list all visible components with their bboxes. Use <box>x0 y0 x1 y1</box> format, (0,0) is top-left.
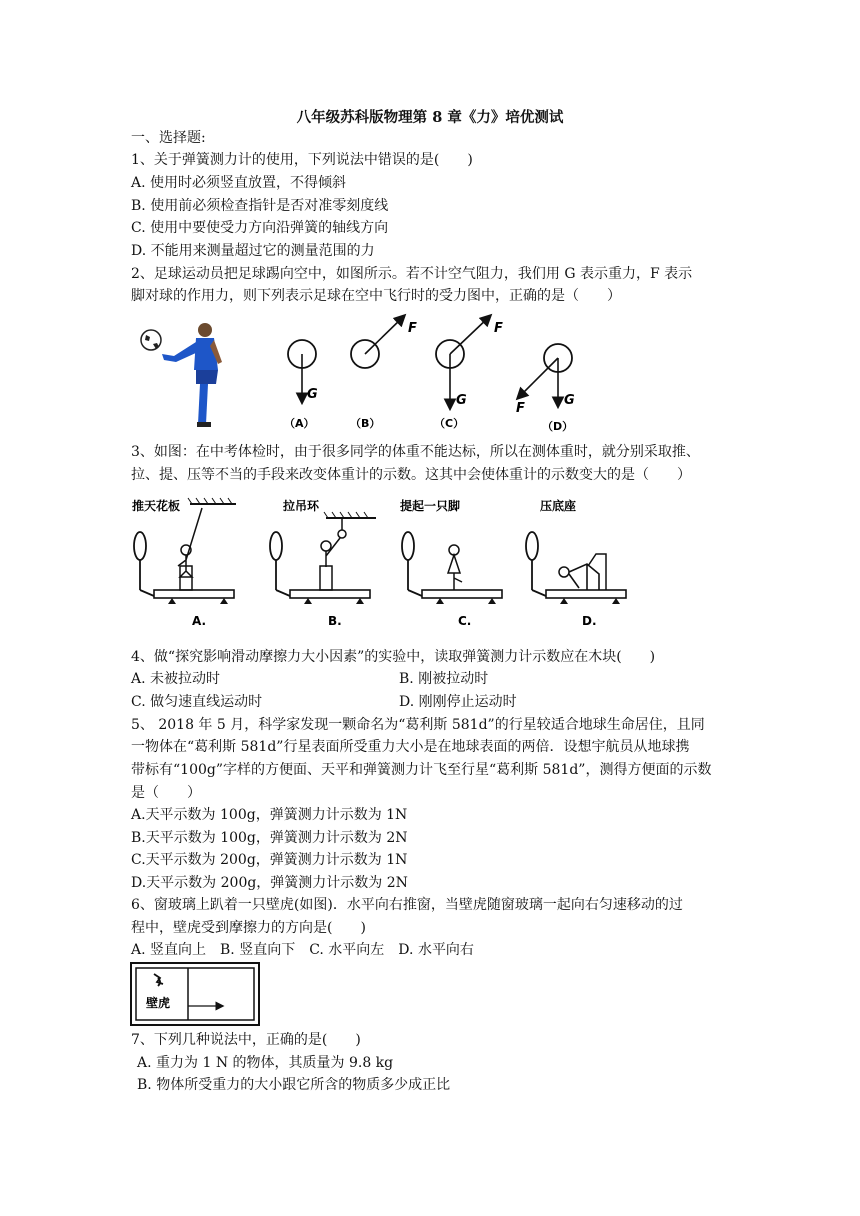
scale-letter-b: B. <box>328 614 342 628</box>
question-5-stem-line3: 带标有“100g”字样的方便面、天平和弹簧测力计飞至行星“葛利斯 581d”，测得方便面的示数 <box>131 762 712 778</box>
gecko-icon <box>154 974 163 986</box>
page-title: 八年级苏科版物理第 8 章《力》培优测试 <box>296 109 564 126</box>
question-1-option-b: B. 使用前必须检查指针是否对准零刻度线 <box>131 198 389 214</box>
question-3-stem-line1: 3、如图：在中考体检时，由于很多同学的体重不能达标，所以在测体重时，就分别采取推、 <box>131 444 700 460</box>
diagram-label-c: （C） <box>434 417 465 430</box>
scale-letter-d: D. <box>582 614 597 628</box>
question-4-option-a: A. 未被拉动时 <box>131 671 221 687</box>
question-6-stem-line1: 6、窗玻璃上趴着一只壁虎(如图)．水平向右推窗，当壁虎随窗玻璃一起向右匀速移动的过 <box>131 897 683 913</box>
scale-panel-c <box>400 498 502 628</box>
question-5-option-c: C.天平示数为 200g，弹簧测力计示数为 1N <box>131 852 408 868</box>
gecko-window-figure <box>130 962 260 1026</box>
force-diagram-b <box>350 316 417 430</box>
scale-letter-a: A. <box>192 614 207 628</box>
gecko-label: 壁虎 <box>146 996 171 1010</box>
question-6-stem-line2: 程中，壁虎受到摩擦力的方向是( ) <box>131 920 366 936</box>
question-5-stem-line1: 5、 2018 年 5 月，科学家发现一颗命名为“葛利斯 581d”的行星较适合地球生命居住，且同 <box>131 717 705 733</box>
question-4-stem: 4、做“探究影响滑动摩擦力大小因素”的实验中，读取弹簧测力计示数应在木块( ) <box>131 649 656 665</box>
gravity-label-d: G <box>564 393 575 408</box>
diagram-label-d: （D） <box>542 420 574 433</box>
gravity-label-a: G <box>307 387 318 402</box>
force-diagrams <box>270 310 600 438</box>
question-4-option-c: C. 做匀速直线运动时 <box>131 694 263 710</box>
force-label-d: F <box>516 401 525 416</box>
force-label-c: F <box>494 321 503 336</box>
question-1-option-c: C. 使用中要使受力方向沿弹簧的轴线方向 <box>131 220 389 236</box>
scale-caption-d: 压底座 <box>540 499 577 513</box>
question-4-option-d: D. 刚刚停止运动时 <box>399 694 517 710</box>
question-2-stem-line2: 脚对球的作用力，则下列表示足球在空中飞行时的受力图中，正确的是（ ） <box>131 288 621 304</box>
question-7-option-b: B. 物体所受重力的大小跟它所含的物质多少成正比 <box>137 1077 451 1093</box>
question-5-stem-line4: 是（ ） <box>131 785 201 801</box>
question-5-option-a: A.天平示数为 100g，弹簧测力计示数为 1N <box>131 807 408 823</box>
force-diagram-a <box>284 340 318 430</box>
scale-caption-c: 提起一只脚 <box>400 499 461 513</box>
question-5-option-b: B.天平示数为 100g，弹簧测力计示数为 2N <box>131 830 408 846</box>
scale-figure <box>128 494 638 630</box>
scale-panel-d <box>526 498 626 628</box>
question-5-option-d: D.天平示数为 200g，弹簧测力计示数为 2N <box>131 875 408 891</box>
question-1-option-d: D. 不能用来测量超过它的测量范围的力 <box>131 243 375 259</box>
scale-panel-b <box>270 498 376 628</box>
soccer-player-image <box>133 318 233 433</box>
gravity-label-c: G <box>456 393 467 408</box>
question-1-option-a: A. 使用时必须竖直放置，不得倾斜 <box>131 175 347 191</box>
scale-panel-a <box>132 498 236 628</box>
question-3-stem-line2: 拉、提、压等不当的手段来改变体重计的示数。这其中会使体重计的示数变大的是（ ） <box>131 467 691 483</box>
force-diagram-c <box>434 316 503 430</box>
section-heading: 一、选择题: <box>131 130 206 146</box>
question-1-stem: 1、关于弹簧测力计的使用，下列说法中错误的是( ) <box>131 152 473 168</box>
question-4-option-b: B. 刚被拉动时 <box>399 671 489 687</box>
force-diagram-d <box>516 344 575 433</box>
scale-caption-b: 拉吊环 <box>283 499 320 513</box>
question-6-options: A. 竖直向上 B. 竖直向下 C. 水平向左 D. 水平向右 <box>131 942 474 958</box>
question-7-stem: 7、下列几种说法中，正确的是( ) <box>131 1032 361 1048</box>
diagram-label-b: （B） <box>350 417 381 430</box>
question-5-stem-line2: 一物体在“葛利斯 581d”行星表面所受重力大小是在地球表面的两倍．设想宇航员从地球携 <box>131 739 690 755</box>
force-label-b: F <box>408 321 417 336</box>
question-2-stem-line1: 2、足球运动员把足球踢向空中，如图所示。若不计空气阻力，我们用 G 表示重力，F 表示 <box>131 266 693 282</box>
scale-caption-a: 推天花板 <box>132 499 181 513</box>
question-7-option-a: A. 重力为 1 N 的物体，其质量为 9.8 kg <box>137 1055 394 1071</box>
scale-letter-c: C. <box>458 614 472 628</box>
diagram-label-a: （A） <box>284 417 315 430</box>
